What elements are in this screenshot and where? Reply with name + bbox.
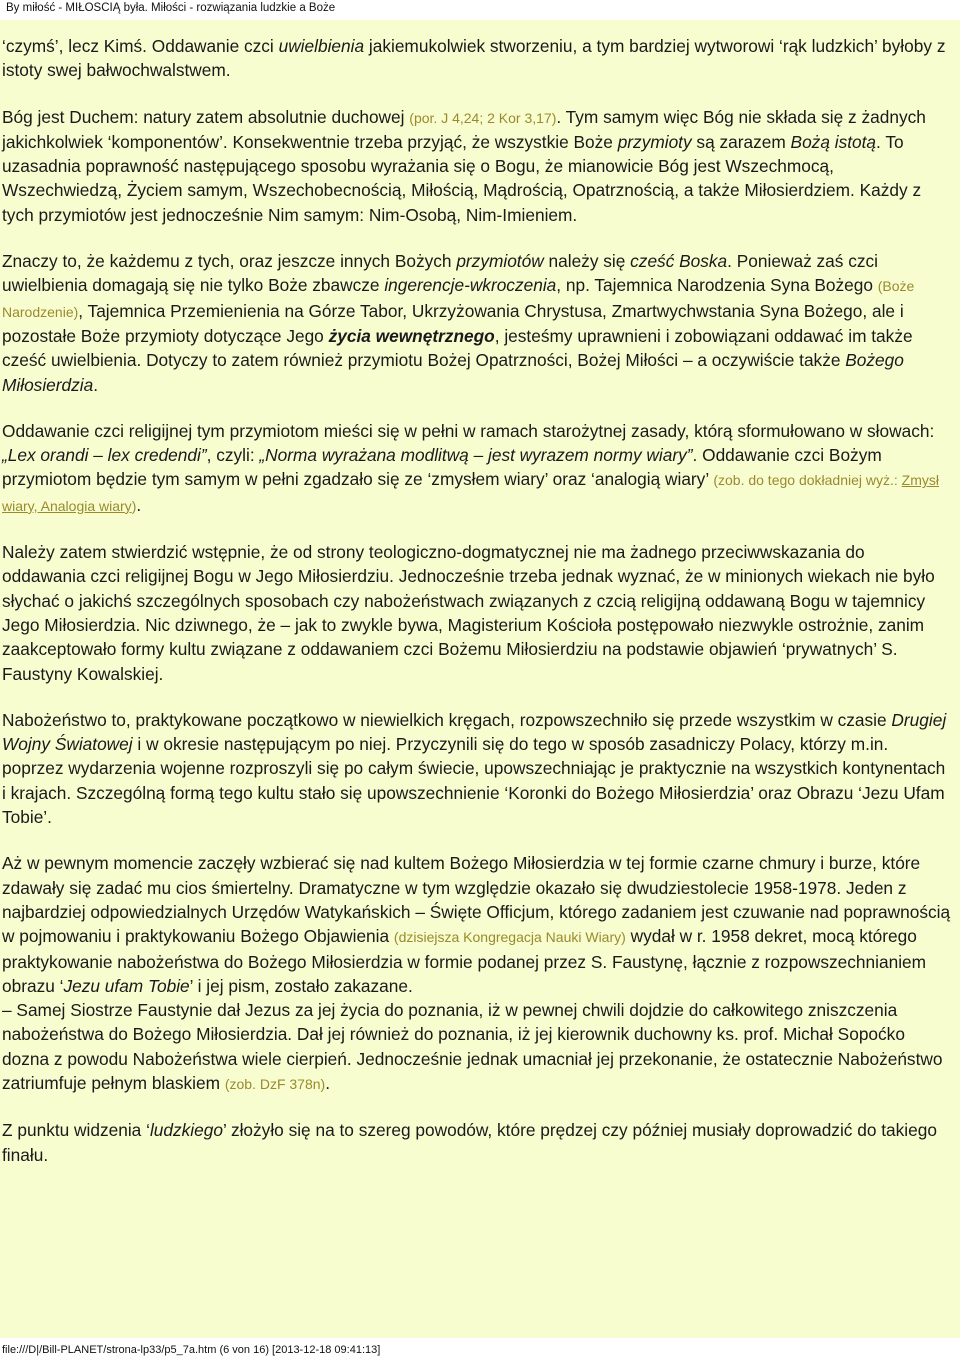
text-run: Bożego Miłosierdzia xyxy=(2,350,904,395)
text-run: . Tym samym więc Bóg nie składa się z żadnych jakichkolwiek ‘komponentów’. Konsekwentnie trzeba przyjąć, że wszystkie Boże xyxy=(2,106,926,152)
text-run: (zob. DzF 378n) xyxy=(224,1075,326,1092)
text-run: . xyxy=(325,1072,331,1093)
text-run: ‘czymś’, lecz Kimś. Oddawanie czci xyxy=(2,36,279,56)
text-run: , czyli: xyxy=(206,445,260,466)
text-run: . To uzasadnia poprawność następującego sposobu wyrażania się o Bogu, że mianowicie Bóg jest Wszechmocą, Wszechwiedzą, Życiem samym, Wszechobecnością, Miłością, Mądrością, Opatrznością, a także Miłosierdziem. Każdy z tych przymiotów jest jednocześnie Nim samym: Nim-Osobą, Nim-Imieniem. xyxy=(2,131,922,225)
text-run: . xyxy=(136,494,142,515)
text-run: jakiemukolwiek stworzeniu, a tym bardziej wytworowi ‘rąk ludzkich’ byłoby z istoty swej bałwochwalstwem. xyxy=(2,36,946,81)
paragraph xyxy=(2,1118,952,1167)
text-run: (dzisiejsza Kongregacja Nauki Wiary) xyxy=(393,929,626,946)
text-run: przymioty xyxy=(617,131,692,152)
text-run: ludzkiego xyxy=(149,1120,223,1141)
text-run: Znaczy to, że każdemu z tych, oraz jeszcze innych Bożych xyxy=(2,251,457,272)
text-run: Należy zatem stwierdzić wstępnie, że od strony teologiczno-dogmatycznej nie ma żadnego przeciwwskazania do oddawania czci religijnej Bogu w Jego Miłosierdziu. Jednocześnie trzeba jednak wyznać, że w minionych wiekach nie było słychać o jakichś szczególnych sposobach czy nabożeństwach związanych z czcią religijną oddawaną Bogu w tajemnicy Jego Miłosierdzia. Nic dziwnego, że – jak to zwykle bywa, Magisterium Kościoła postępowało niezwykle ostrożnie, zanim zaakceptowało formy kultu związane z oddawaniem czci Bożemu Miłosierdziu na podstawie objawień ‘prywatnych’ S. Faustyny Kowalskiej. xyxy=(2,542,935,684)
text-run: , jesteśmy uprawnieni i zobowiązani oddawać im także cześć uwielbienia. Dotyczy to zatem również przymiotu Bożej Opatrzności, Bożej Miłości – a oczywiście także xyxy=(2,325,913,371)
text-run: Nabożeństwo to, praktykowane początkowo w niewielkich kręgach, rozpowszechniło się przede wszystkim w czasie xyxy=(2,709,892,730)
text-run: cześć Boska xyxy=(630,251,728,272)
text-run: , np. Tajemnica Narodzenia Syna Bożego xyxy=(556,275,878,296)
paragraph xyxy=(2,34,952,83)
text-run: i w okresie następującym po niej. Przyczynili się do tego w sposób zasadniczy Polacy, którzy m.in. poprzez wydarzenia wojenne rozproszyli się po całym świecie, upowszechniając je praktycznie na wszystkich kontynentach i krajach. Szczególną formą tego kultu stało się upowszechnienie ‘Koronki do Bożego Miłosierdzia’ oraz Obrazu ‘Jezu Ufam Tobie’. xyxy=(2,734,946,828)
text-run: Z punktu widzenia ‘ xyxy=(2,1120,150,1141)
text-run: życia wewnętrznego xyxy=(328,325,495,346)
text-run: (zob. do tego dokładniej wyż.: xyxy=(713,472,902,489)
text-run: , Tajemnica Przemienienia na Górze Tabor, Ukrzyżowania Chrystusa, Zmartwychwstania Syna Bożego, ale i pozostałe Boże przymioty dotyczące Jego xyxy=(2,300,904,346)
text-run: są zarazem xyxy=(691,131,791,152)
text-run: . Oddawanie czci Bożym przymiotom będzie tym samym w pełni zgadzało się ze ‘zmysłem wiary’ oraz ‘analogią wiary’ xyxy=(2,445,882,490)
reference-link[interactable]: Zmysł wiary, Analogia wiary xyxy=(2,472,939,514)
text-run: Bożą istotą xyxy=(790,131,877,152)
text-run: „Norma wyrażana modlitwą – jest wyrazem normy wiary” xyxy=(259,445,693,466)
text-run: „Lex orandi – lex credendi” xyxy=(2,445,207,466)
document-header: By miłość - MIŁOŚCIĄ była. Miłości - rozwiązania ludzkie a Boże xyxy=(6,2,336,14)
paragraph xyxy=(2,249,952,397)
paragraph xyxy=(2,851,952,1096)
paragraph xyxy=(2,419,952,518)
text-run: ) xyxy=(131,497,137,514)
text-run: ingerencje-wkroczenia xyxy=(384,275,557,296)
text-run: przymiotów xyxy=(456,251,544,272)
text-run: należy się xyxy=(543,251,631,272)
text-run: (por. J 4,24; 2 Kor 3,17) xyxy=(409,109,557,126)
text-run: (Boże Narodzenie) xyxy=(2,278,915,320)
text-run: . xyxy=(93,374,99,395)
text-run: Oddawanie czci religijnej tym przymiotom mieści się w pełni w ramach starożytnej zasady, którą sformułowano w słowach: xyxy=(2,420,935,441)
paragraph xyxy=(2,708,952,829)
text-run: wydał w r. 1958 dekret, mocą którego praktykowanie nabożeństwa do Bożego Miłosierdzia w formie podanej przez S. Faustynę, łącznie z rozpowszechnianiem obrazu ‘ xyxy=(2,926,927,996)
document-footer: file:///D|/Bill-PLANET/strona-lp33/p5_7a.htm (6 von 16) [2013-12-18 09:41:13] xyxy=(2,1344,381,1356)
text-run: . Ponieważ zaś czci uwielbienia domagają się nie tylko Boże zbawcze xyxy=(2,251,878,296)
text-run: Drugiej Wojny Światowej xyxy=(2,709,947,755)
text-run: Bóg jest Duchem: natury zatem absolutnie duchowej xyxy=(2,106,410,127)
text-run: Jezu ufam Tobie xyxy=(63,975,190,996)
text-run: ’ i jej pism, zostało zakazane. xyxy=(189,975,413,996)
article-body xyxy=(0,20,960,1338)
text-run: Aż w pewnym momencie zaczęły wzbierać się nad kultem Bożego Miłosierdzia w tej formie czarne chmury i burze, które zdawały się zadać mu cios śmiertelny. Dramatyczne w tym względzie okazało się dwudziestolecie 1958-1978. Jeden z najbardziej odpowiedzialnych Urzędów Watykańskich – Święte Officjum, którego zadaniem jest czuwanie nad poprawnością w pojmowaniu i praktykowaniu Bożego Objawienia xyxy=(2,853,951,947)
text-run: uwielbienia xyxy=(278,36,365,56)
text-run: – Samej Siostrze Faustynie dał Jezus za jej życia do poznania, iż w pewnej chwili dojdzie do całkowitego zniszczenia nabożeństwa do Bożego Miłosierdzia. Dał jej również do poznania, iż jej kierownik duchowny ks. prof. Michał Sopoćko dozna z powodu Nabożeństwa wiele cierpień. Jednocześnie jednak umacniał jej przekonanie, że ostatecznie Nabożeństwo zatriumfuje pełnym blaskiem xyxy=(2,1000,943,1093)
paragraph xyxy=(2,540,952,686)
paragraph xyxy=(2,105,952,227)
text-run: ’ złożyło się na to szereg powodów, które prędzej czy później musiały doprowadzić do takiego finału. xyxy=(2,1120,937,1165)
